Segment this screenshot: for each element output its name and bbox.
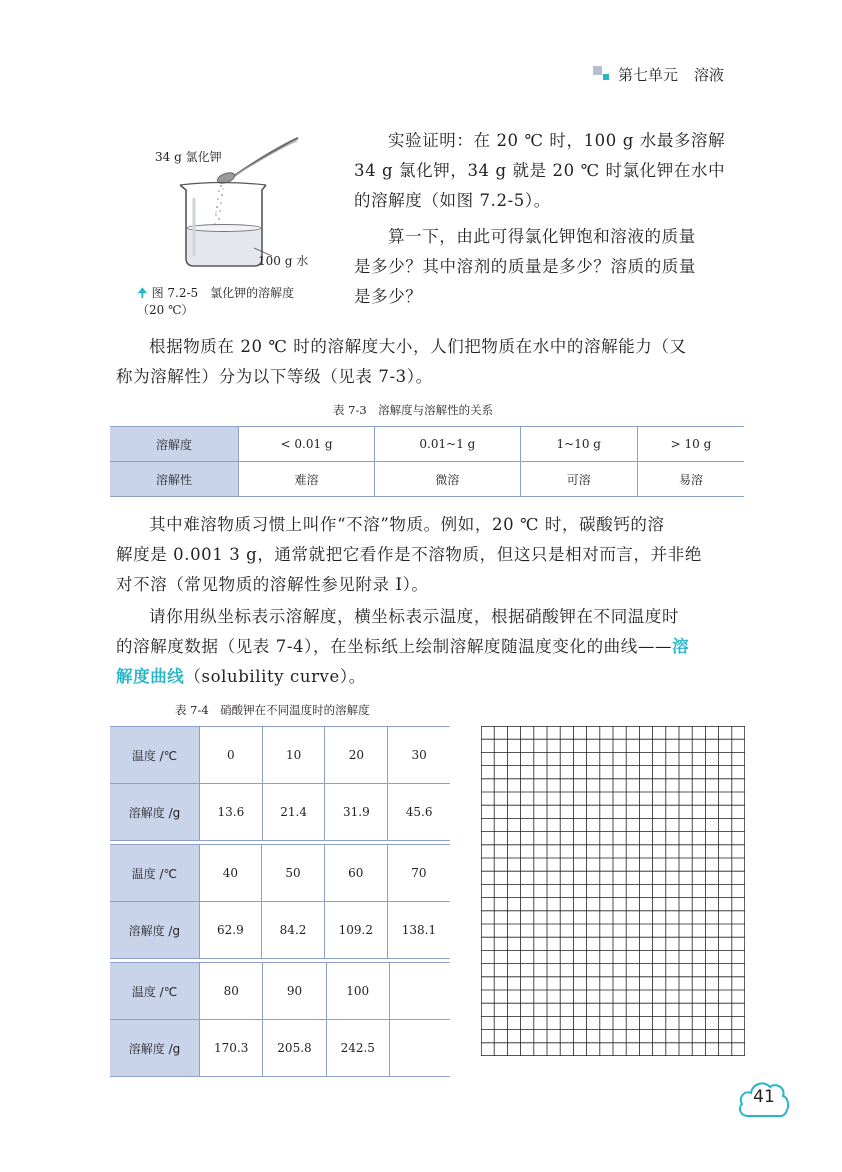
table-cell: 109.2: [324, 902, 387, 959]
table-row-header: 溶解度: [110, 427, 239, 462]
table-row-header: 温度 /℃: [110, 727, 199, 784]
keyword-highlight: 解度曲线: [116, 667, 185, 686]
table-row-header: 溶解度 /g: [110, 902, 199, 959]
table-row-header: 温度 /℃: [110, 845, 199, 902]
table-cell: 45.6: [388, 784, 450, 841]
table-cell: 205.8: [263, 1020, 326, 1077]
table-cell: 30: [388, 727, 450, 784]
paragraph-line: 实验证明：在 20 ℃ 时，100 g 水最多溶解: [388, 131, 726, 150]
table-row-header: 温度 /℃: [110, 963, 200, 1020]
header-unit: 第七单元: [618, 66, 679, 84]
table-cell: 21.4: [262, 784, 325, 841]
table74-caption: 表 7-4 硝酸钾在不同温度时的溶解度: [175, 703, 370, 717]
table-cell: 40: [199, 845, 262, 902]
paragraph-line: 称为溶解性）分为以下等级（见表 7-3）。: [116, 367, 433, 386]
paragraph-line: 的溶解度数据（见表 7-4），在坐标纸上绘制溶解度随温度变化的曲线——: [116, 637, 673, 656]
table-cell: < 0.01 g: [239, 427, 375, 462]
table-row-header: 溶解性: [110, 462, 239, 497]
paragraph-line: （solubility curve）。: [184, 667, 366, 686]
potassium-nitrate-table: [110, 726, 450, 1080]
paragraph-curve: [116, 602, 689, 692]
table-cell: 70: [387, 845, 450, 902]
table-cell: 20: [325, 727, 388, 784]
graph-paper-grid: [481, 726, 745, 1056]
table-cell: 13.6: [199, 784, 262, 841]
paragraph-grading: [116, 332, 687, 392]
header-topic: 溶液: [694, 66, 725, 84]
table-cell: 1~10 g: [520, 427, 637, 462]
figure-label-salt: 34 g 氯化钾: [155, 150, 222, 164]
table-block: [110, 844, 450, 959]
table-cell: 可溶: [520, 462, 637, 497]
paragraph-insoluble: [116, 510, 702, 600]
paragraph-line: 算一下，由此可得氯化钾饱和溶液的质量: [388, 227, 696, 246]
table-cell: 0.01~1 g: [375, 427, 521, 462]
table-cell: 84.2: [262, 902, 325, 959]
paragraph-line: 其中难溶物质习惯上叫作“不溶”物质。例如，20 ℃ 时，碳酸钙的溶: [149, 515, 665, 534]
page-number: 41: [753, 1087, 775, 1107]
paragraph-line: 解度是 0.001 3 g，通常就把它看作是不溶物质，但这只是相对而言，并非绝: [116, 545, 702, 564]
up-arrow-icon: 🠉: [137, 286, 148, 301]
paragraph-experiment: [354, 126, 725, 216]
table-cell: 90: [263, 963, 326, 1020]
paragraph-line: 请你用纵坐标表示溶解度，横坐标表示温度，根据硝酸钾在不同温度时: [149, 607, 680, 626]
table-cell: 100: [326, 963, 389, 1020]
table-cell: > 10 g: [637, 427, 744, 462]
table73-caption: 表 7-3 溶解度与溶解性的关系: [333, 403, 494, 417]
paragraph-line: 是多少？其中溶剂的质量是多少？溶质的质量: [354, 257, 696, 276]
paragraph-calculate: [354, 222, 696, 312]
paragraph-line: 的溶解度（如图 7.2-5）。: [354, 191, 551, 210]
table-cell: 170.3: [200, 1020, 263, 1077]
table-cell: 31.9: [325, 784, 388, 841]
paragraph-line: 对不溶（常见物质的溶解性参见附录 Ⅰ）。: [116, 575, 429, 594]
table-block: [110, 726, 450, 841]
paragraph-line: 34 g 氯化钾，34 g 就是 20 ℃ 时氯化钾在水中: [354, 161, 726, 180]
header-decoration-icon: [593, 66, 613, 82]
table-cell: 0: [199, 727, 262, 784]
table-cell: 242.5: [326, 1020, 389, 1077]
figure-caption-line2: （20 ℃）: [137, 303, 194, 317]
table-cell: 80: [200, 963, 263, 1020]
table-cell: 60: [324, 845, 387, 902]
table-cell: 62.9: [199, 902, 262, 959]
table-cell: 138.1: [387, 902, 450, 959]
table-row-header: 溶解度 /g: [110, 784, 199, 841]
solubility-grade-table: [110, 426, 744, 497]
keyword-highlight: 溶: [672, 637, 690, 656]
paragraph-line: 是多少？: [354, 287, 423, 306]
running-header: [618, 64, 724, 85]
figure-caption-line1: 图 7.2-5 氯化钾的溶解度: [151, 286, 295, 300]
figure-label-water: 100 g 水: [258, 254, 309, 268]
table-block: [110, 962, 450, 1077]
table-row-header: 溶解度 /g: [110, 1020, 200, 1077]
table-cell: 50: [262, 845, 325, 902]
table-cell: 易溶: [637, 462, 744, 497]
table-cell: 10: [262, 727, 325, 784]
table-cell: [389, 963, 450, 1020]
table-cell: 难溶: [239, 462, 375, 497]
table-cell: [389, 1020, 450, 1077]
paragraph-line: 根据物质在 20 ℃ 时的溶解度大小，人们把物质在水中的溶解能力（又: [149, 337, 687, 356]
figure-caption: [137, 285, 294, 318]
table-cell: 微溶: [375, 462, 521, 497]
